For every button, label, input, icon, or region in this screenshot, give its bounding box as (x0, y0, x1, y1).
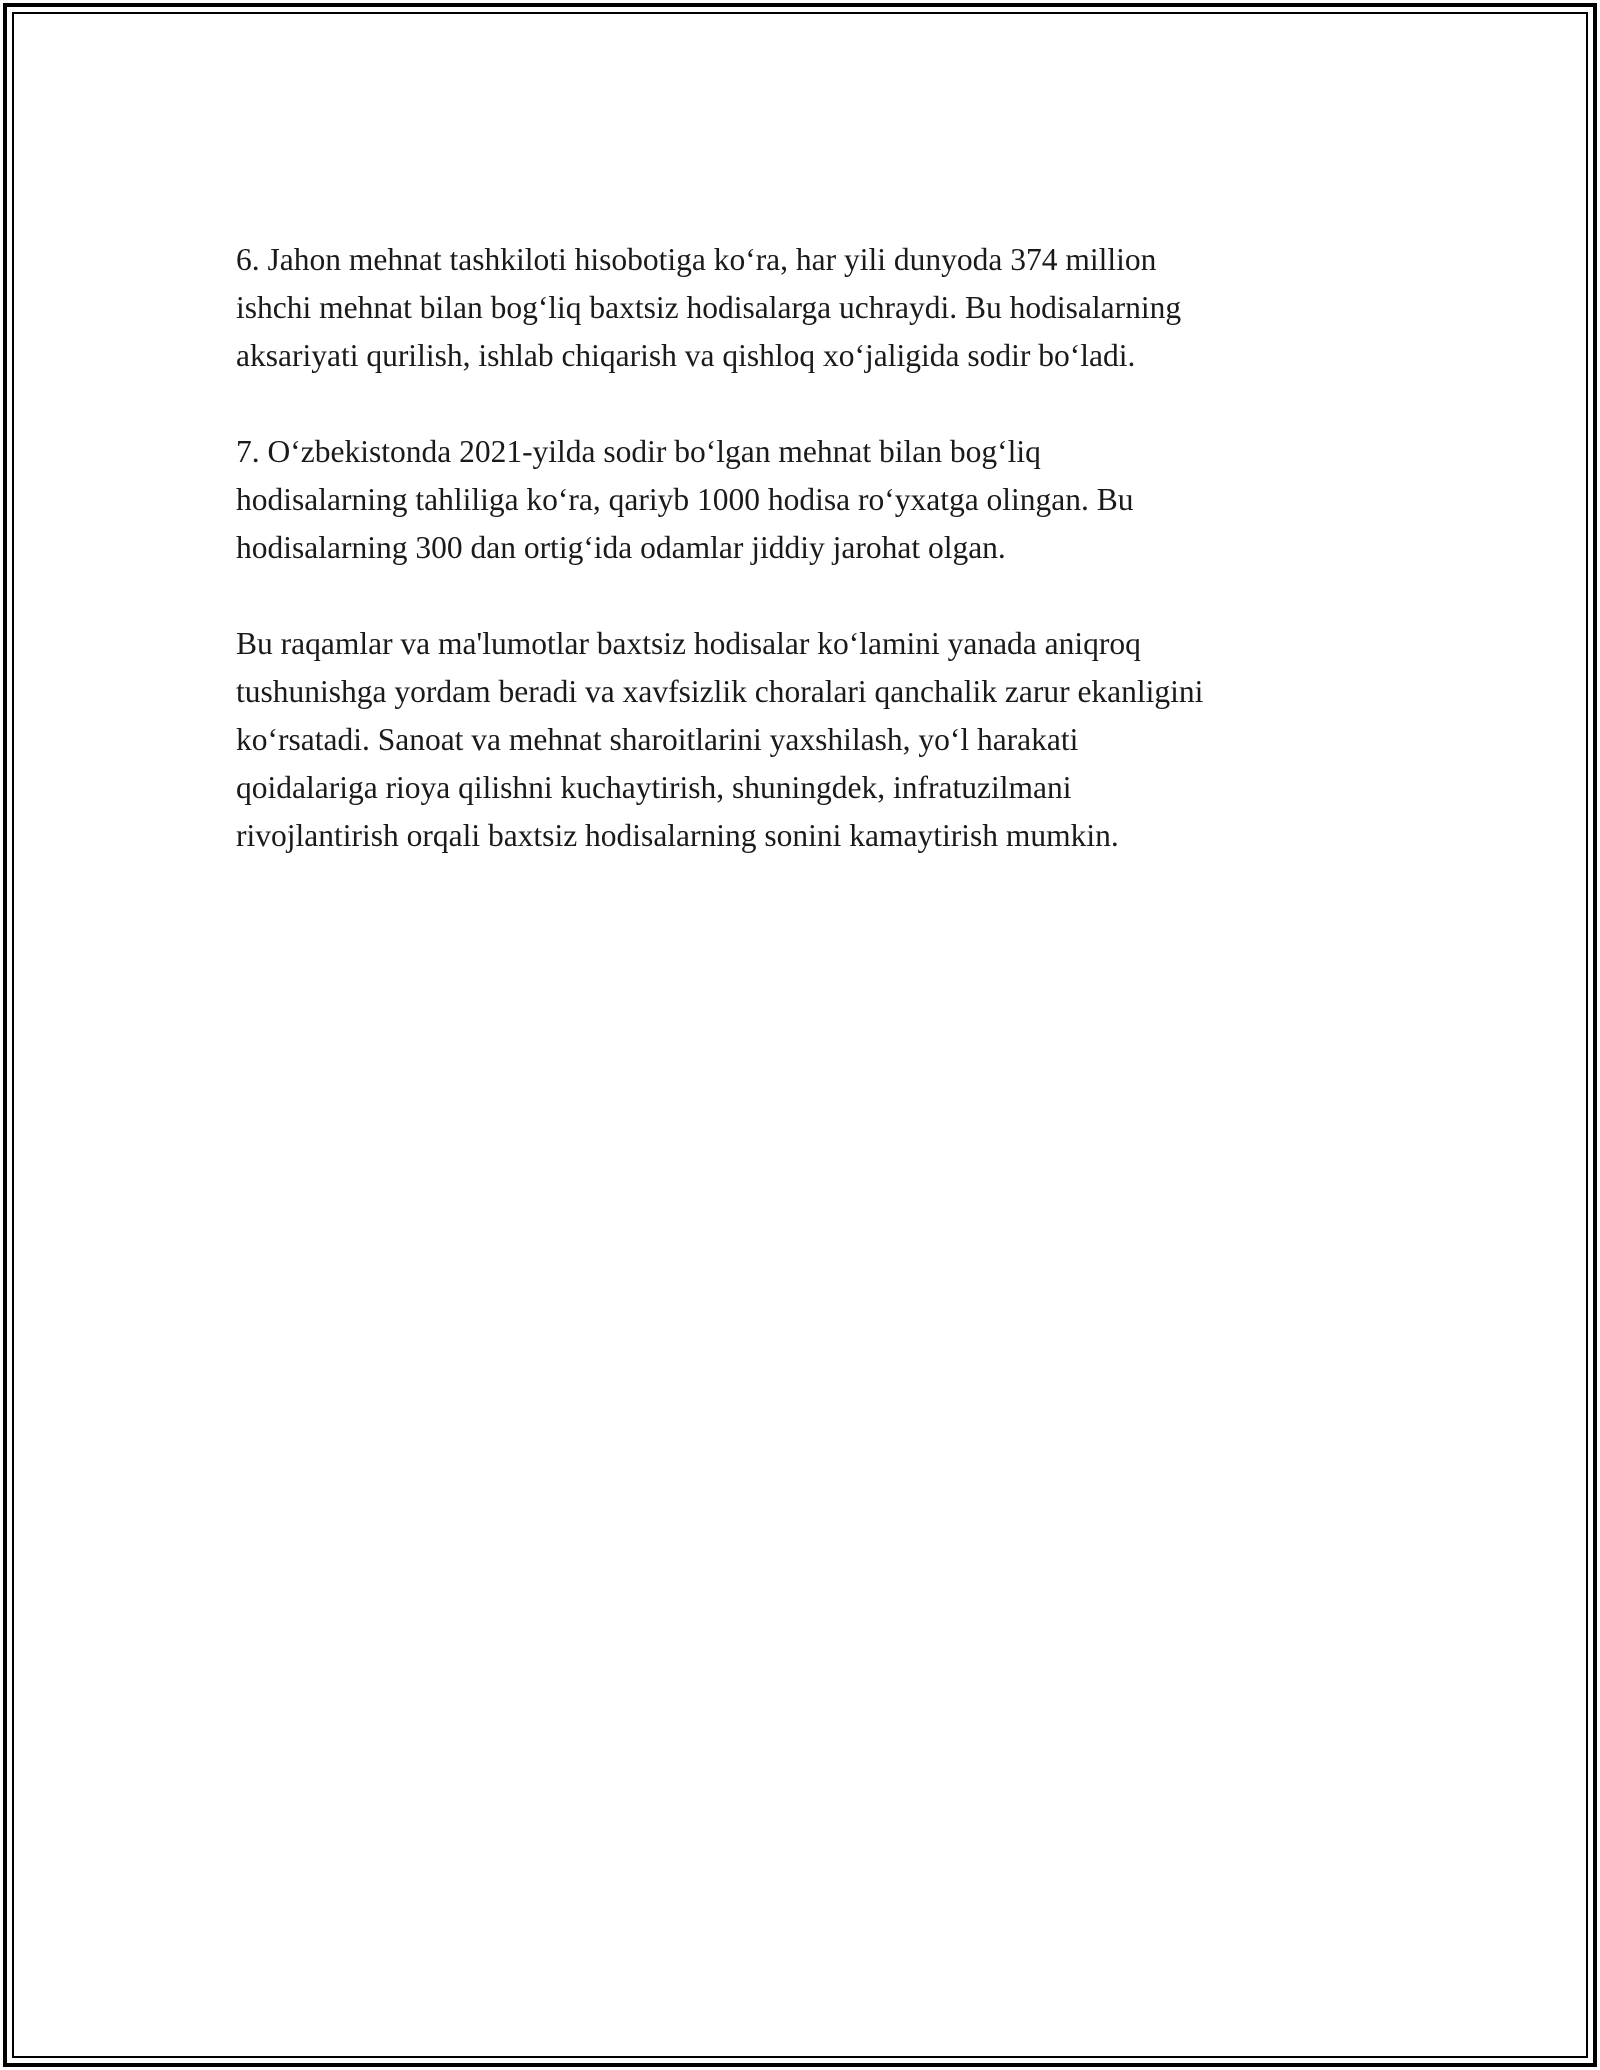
text-line: ko‘rsatadi. Sanoat va mehnat sharoitlarini yaxshilash, yo‘l harakati (236, 722, 1079, 757)
text-line: aksariyati qurilish, ishlab chiqarish va qishloq xo‘jaligida sodir bo‘ladi. (236, 338, 1136, 373)
text-line: 6. Jahon mehnat tashkiloti hisobotiga ko‘ra, har yili dunyoda 374 million (236, 242, 1157, 277)
text-line: 7. O‘zbekistonda 2021-yilda sodir bo‘lgan mehnat bilan bog‘liq (236, 434, 1041, 469)
text-line: hodisalarning tahliliga ko‘ra, qariyb 1000 hodisa ro‘yxatga olingan. Bu (236, 482, 1134, 517)
paragraph-statistic-7 (236, 428, 1376, 572)
text-line: ishchi mehnat bilan bog‘liq baxtsiz hodisalarga uchraydi. Bu hodisalarning (236, 290, 1182, 325)
text-line: tushunishga yordam beradi va xavfsizlik choralari qanchalik zarur ekanligini (236, 674, 1204, 709)
text-line: qoidalariga rioya qilishni kuchaytirish, shuningdek, infratuzilmani (236, 770, 1072, 805)
text-line: Bu raqamlar va ma'lumotlar baxtsiz hodisalar ko‘lamini yanada aniqroq (236, 626, 1141, 661)
paragraph-conclusion (236, 620, 1376, 860)
text-line: hodisalarning 300 dan ortig‘ida odamlar jiddiy jarohat olgan. (236, 530, 1006, 565)
text-line: rivojlantirish orqali baxtsiz hodisalarning sonini kamaytirish mumkin. (236, 818, 1119, 853)
paragraph-statistic-6 (236, 236, 1376, 380)
document-body (236, 236, 1376, 908)
